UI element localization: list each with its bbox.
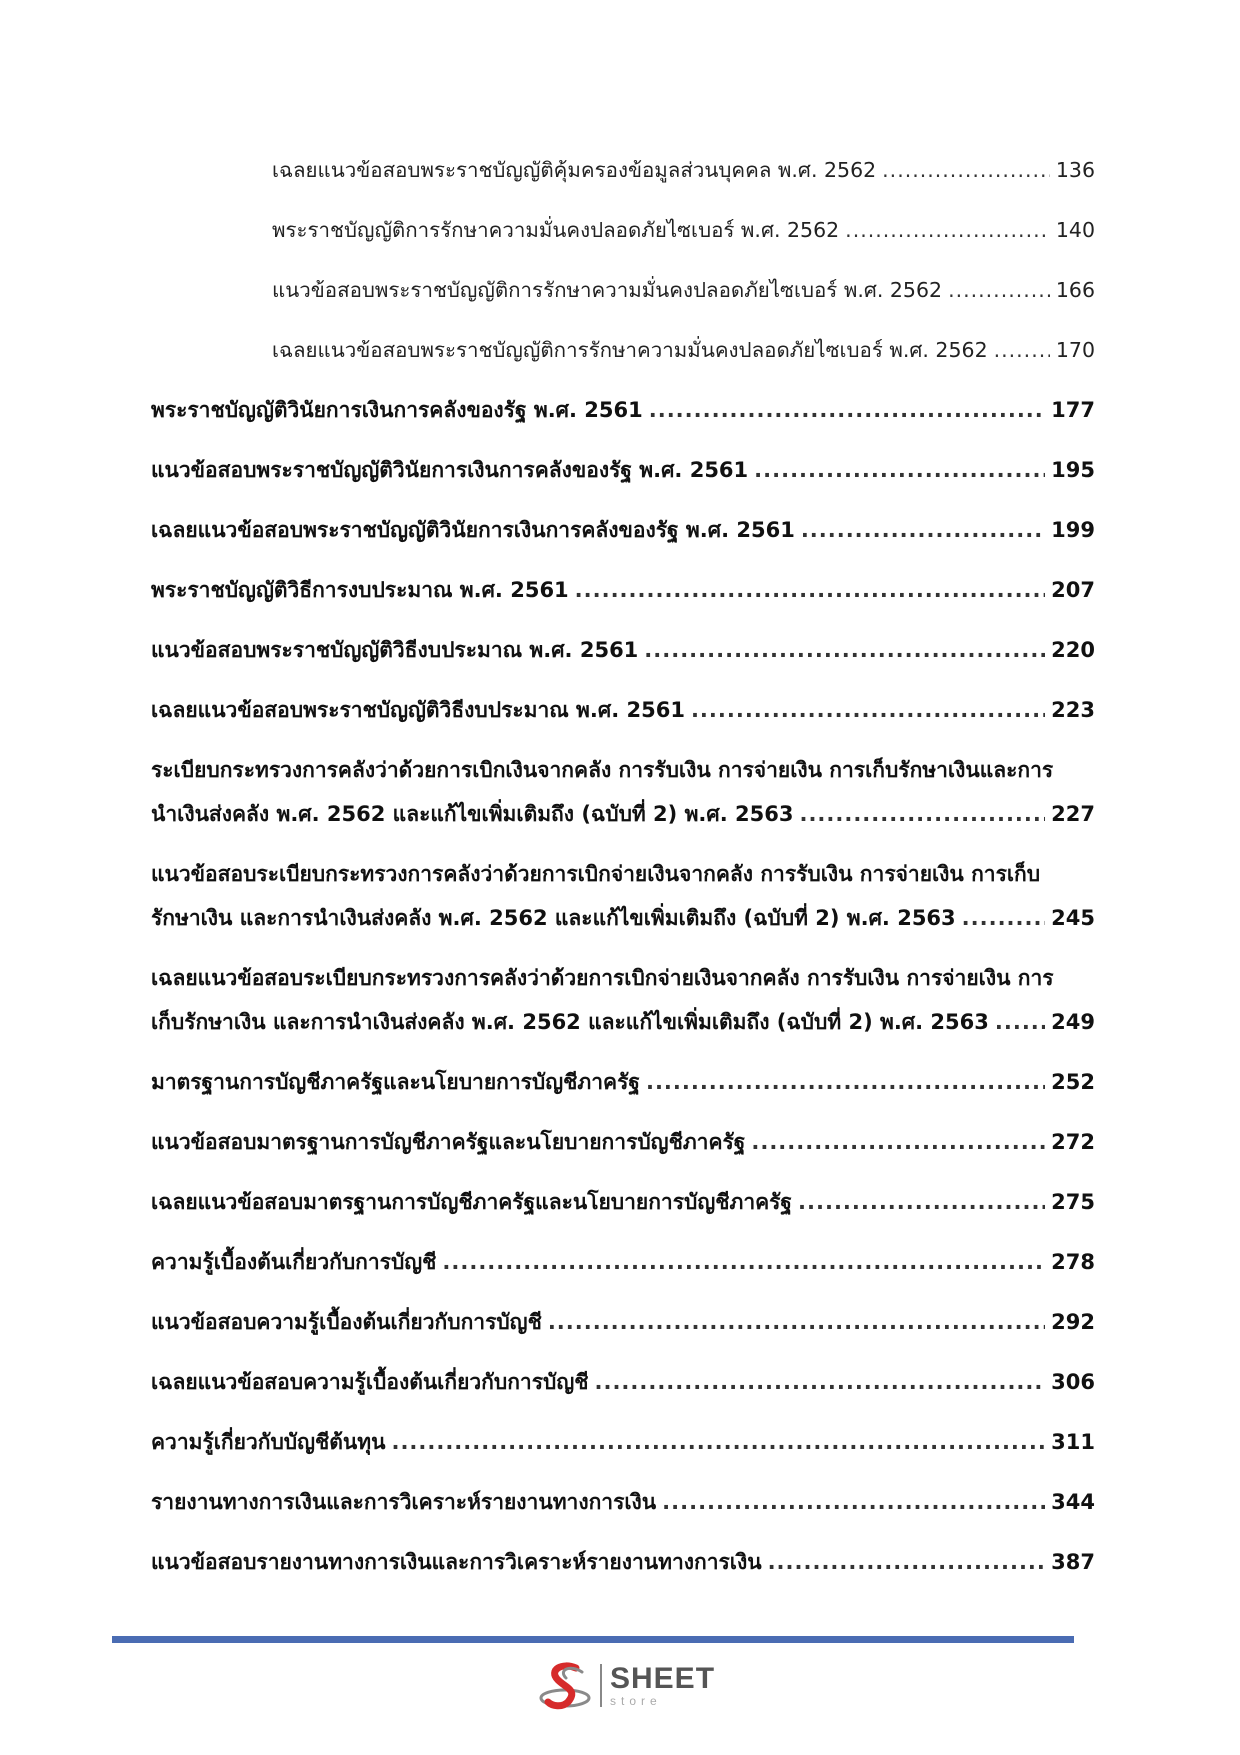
toc-entry-page: 227 [1051,802,1095,826]
toc-entry-title: มาตรฐานการบัญชีภาครัฐและนโยบายการบัญชีภาครัฐ [151,1070,640,1094]
toc-entry-page: 311 [1051,1430,1095,1454]
leader-dots [768,1540,1046,1584]
leader-dots [649,388,1045,432]
toc-entry-title-line1: แนวข้อสอบระเบียบกระทรวงการคลังว่าด้วยการเบิกจ่ายเงินจากคลัง การรับเงิน การจ่ายเงิน การเก็บ [151,862,1041,886]
leader-dots [948,268,1050,312]
toc-entry-title: พระราชบัญญัติวินัยการเงินการคลังของรัฐ พ.ศ. 2561 [151,398,643,422]
toc-entry-title: เฉลยแนวข้อสอบพระราชบัญญัติคุ้มครองข้อมูลส่วนบุคคล พ.ศ. 2562 [272,158,877,182]
toc-entry-title: นำเงินส่งคลัง พ.ศ. 2562 และแก้ไขเพิ่มเติมถึง (ฉบับที่ 2) พ.ศ. 2563 [151,802,794,826]
toc-entry[interactable] [151,268,1095,312]
leader-dots [882,148,1050,192]
toc-entry-page: 223 [1051,698,1095,722]
logo-text: SHEET [610,1661,716,1695]
toc-entry-page: 306 [1051,1370,1095,1394]
toc-entry-title: แนวข้อสอบพระราชบัญญัติการรักษาความมั่นคงปลอดภัยไซเบอร์ พ.ศ. 2562 [272,278,943,302]
toc-entry-title: เฉลยแนวข้อสอบพระราชบัญญัติวิธีงบประมาณ พ.ศ. 2561 [151,698,685,722]
toc-entry-title: เฉลยแนวข้อสอบพระราชบัญญัติการรักษาความมั่นคงปลอดภัยไซเบอร์ พ.ศ. 2562 [272,338,988,362]
leader-dots [799,792,1045,836]
toc-entry-title: เฉลยแนวข้อสอบพระราชบัญญัติวินัยการเงินการคลังของรัฐ พ.ศ. 2561 [151,518,795,542]
toc-entry-page: 292 [1051,1310,1095,1334]
toc-entry-page: 207 [1051,578,1095,602]
leader-dots [575,568,1045,612]
leader-dots [646,1060,1045,1104]
leader-dots [442,1240,1045,1284]
toc-entry[interactable] [151,1120,1095,1164]
toc-entry-title: แนวข้อสอบพระราชบัญญัติวินัยการเงินการคลังของรัฐ พ.ศ. 2561 [151,458,749,482]
toc-entry[interactable] [151,1060,1095,1104]
toc-entry[interactable] [151,688,1095,732]
toc-entry[interactable] [151,748,1095,836]
toc-entry-title: พระราชบัญญัติวิธีการงบประมาณ พ.ศ. 2561 [151,578,569,602]
toc-entry-page: 136 [1055,158,1095,182]
leader-dots [594,1360,1045,1404]
toc-entry[interactable] [151,148,1095,192]
leader-dots [548,1300,1045,1344]
toc-entry-page: 140 [1055,218,1095,242]
toc-entry-title: รายงานทางการเงินและการวิเคราะห์รายงานทางการเงิน [151,1490,657,1514]
toc-entry-page: 177 [1051,398,1095,422]
leader-dots [962,896,1046,940]
table-of-contents [151,148,1095,1600]
toc-entry-page: 344 [1051,1490,1095,1514]
leader-dots [391,1420,1045,1464]
leader-dots [994,328,1050,372]
toc-entry[interactable] [151,1420,1095,1464]
toc-entry-page: 275 [1051,1190,1095,1214]
toc-entry[interactable] [151,1180,1095,1224]
toc-entry[interactable] [151,1300,1095,1344]
toc-entry[interactable] [151,956,1095,1044]
toc-entry-title-line1: เฉลยแนวข้อสอบระเบียบกระทรวงการคลังว่าด้วยการเบิกจ่ายเงินจากคลัง การรับเงิน การจ่ายเงิน การ [151,966,1054,990]
leader-dots [644,628,1045,672]
leader-dots [691,688,1045,732]
toc-entry-title: เฉลยแนวข้อสอบมาตรฐานการบัญชีภาครัฐและนโยบายการบัญชีภาครัฐ [151,1190,793,1214]
toc-entry[interactable] [151,852,1095,940]
toc-entry-page: 278 [1051,1250,1095,1274]
toc-entry-title: แนวข้อสอบมาตรฐานการบัญชีภาครัฐและนโยบายการบัญชีภาครัฐ [151,1130,746,1154]
toc-entry[interactable] [151,568,1095,612]
toc-entry-title: เฉลยแนวข้อสอบความรู้เบื้องต้นเกี่ยวกับการบัญชี [151,1370,589,1394]
leader-dots [798,1180,1045,1224]
toc-entry-title: ความรู้เบื้องต้นเกี่ยวกับการบัญชี [151,1250,437,1274]
toc-entry-title: แนวข้อสอบพระราชบัญญัติวิธีงบประมาณ พ.ศ. 2561 [151,638,639,662]
toc-entry[interactable] [151,388,1095,432]
footer-rule [112,1636,1074,1643]
toc-entry-page: 272 [1051,1130,1095,1154]
toc-entry-page: 199 [1051,518,1095,542]
toc-entry-title-line1: ระเบียบกระทรวงการคลังว่าด้วยการเบิกเงินจากคลัง การรับเงิน การจ่ายเงิน การเก็บรักษาเงินและการ [151,758,1054,782]
toc-entry-page: 252 [1051,1070,1095,1094]
logo-subtext: store [610,1693,662,1708]
toc-entry-title: เก็บรักษาเงิน และการนำเงินส่งคลัง พ.ศ. 2562 และแก้ไขเพิ่มเติมถึง (ฉบับที่ 2) พ.ศ. 2563 [151,1010,989,1034]
toc-entry-page: 170 [1055,338,1095,362]
toc-entry[interactable] [151,1480,1095,1524]
leader-dots [754,448,1045,492]
toc-entry[interactable] [151,208,1095,252]
toc-entry-title: รักษาเงิน และการนำเงินส่งคลัง พ.ศ. 2562 และแก้ไขเพิ่มเติมถึง (ฉบับที่ 2) พ.ศ. 2563 [151,906,956,930]
toc-entry[interactable] [151,328,1095,372]
toc-entry-page: 249 [1051,1010,1095,1034]
toc-entry-title: ความรู้เกี่ยวกับบัญชีต้นทุน [151,1430,386,1454]
toc-entry-page: 245 [1051,906,1095,930]
leader-dots [801,508,1045,552]
leader-dots [995,1000,1045,1044]
toc-entry-title: แนวข้อสอบรายงานทางการเงินและการวิเคราะห์รายงานทางการเงิน [151,1550,762,1574]
leader-dots [751,1120,1045,1164]
sheet-store-logo [538,1658,718,1712]
toc-entry-page: 220 [1051,638,1095,662]
leader-dots [845,208,1050,252]
toc-entry-page: 166 [1055,278,1095,302]
toc-entry[interactable] [151,628,1095,672]
toc-entry[interactable] [151,1240,1095,1284]
toc-entry-page: 387 [1051,1550,1095,1574]
toc-entry-title: แนวข้อสอบความรู้เบื้องต้นเกี่ยวกับการบัญชี [151,1310,542,1334]
toc-entry[interactable] [151,448,1095,492]
logo-wordmark [600,1661,716,1708]
toc-entry-page: 195 [1051,458,1095,482]
sheet-store-logo-icon [538,1658,592,1712]
toc-entry[interactable] [151,508,1095,552]
leader-dots [662,1480,1045,1524]
toc-entry[interactable] [151,1540,1095,1584]
toc-entry-title: พระราชบัญญัติการรักษาความมั่นคงปลอดภัยไซเบอร์ พ.ศ. 2562 [272,218,840,242]
toc-entry[interactable] [151,1360,1095,1404]
